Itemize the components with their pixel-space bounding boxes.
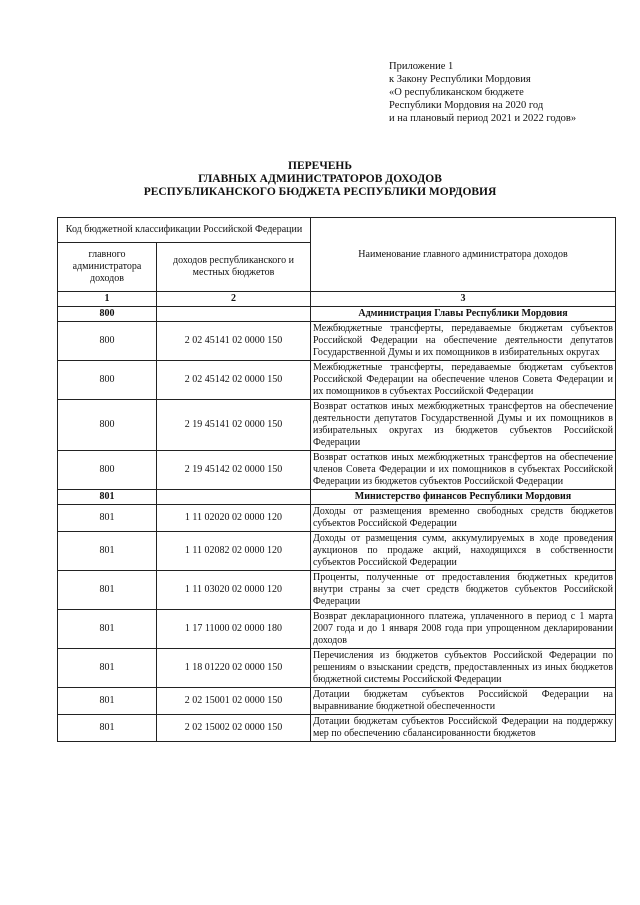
- table-row: [58, 361, 616, 400]
- document-title: [0, 160, 640, 199]
- appendix-line: Приложение 1: [389, 61, 454, 72]
- table-row: [58, 571, 616, 610]
- appendix-block: [389, 60, 629, 125]
- header-code-column: доходов республиканского и местных бюджетов: [157, 243, 311, 292]
- table-row: [58, 649, 616, 688]
- column-number: 3: [311, 292, 616, 307]
- title-line-2: ГЛАВНЫХ АДМИНИСТРАТОРОВ ДОХОДОВ: [198, 173, 442, 185]
- income-code-cell: 2 02 15002 02 0000 150: [157, 715, 311, 742]
- header-admin-column: главного администратора доходов: [58, 243, 157, 292]
- administrator-name-cell: Возврат остатков иных межбюджетных трансфертов на обеспечение членов Совета Федерации и их помощников в субъектах Российской Федерации из бюджетов субъектов Российской Федерации: [311, 451, 616, 490]
- title-line-3: РЕСПУБЛИКАНСКОГО БЮДЖЕТА РЕСПУБЛИКИ МОРДОВИЯ: [143, 186, 497, 198]
- income-code-cell: 1 18 01220 02 0000 150: [157, 649, 311, 688]
- title-line-1: ПЕРЕЧЕНЬ: [288, 160, 352, 172]
- income-code-cell: 2 02 15001 02 0000 150: [157, 688, 311, 715]
- table-row: [58, 715, 616, 742]
- administrator-name-cell: Проценты, полученные от предоставления бюджетных кредитов внутри страны за счет средств бюджетов субъектов Российской Федерации: [311, 571, 616, 610]
- header-name-column: Наименование главного администратора доходов: [311, 218, 616, 292]
- income-code-cell: [157, 490, 311, 505]
- table-row: [58, 451, 616, 490]
- admin-code-cell: 801: [58, 715, 157, 742]
- admin-code-cell: 800: [58, 307, 157, 322]
- column-number: 2: [157, 292, 311, 307]
- column-number: 1: [58, 292, 157, 307]
- table-row: [58, 400, 616, 451]
- administrator-name-cell: Доходы от размещения временно свободных средств бюджетов субъектов Российской Федерации: [311, 505, 616, 532]
- admin-code-cell: 800: [58, 400, 157, 451]
- income-code-cell: 2 19 45142 02 0000 150: [157, 451, 311, 490]
- header-code-group: Код бюджетной классификации Российской Федерации: [58, 218, 311, 243]
- table-row: [58, 532, 616, 571]
- administrator-name-cell: Дотации бюджетам субъектов Российской Федерации на поддержку мер по обеспечению сбалансированности бюджетов: [311, 715, 616, 742]
- header-row-1: [58, 218, 616, 243]
- income-code-cell: 1 11 02020 02 0000 120: [157, 505, 311, 532]
- admin-code-cell: 800: [58, 361, 157, 400]
- administrator-name-cell: Возврат остатков иных межбюджетных трансфертов на обеспечение деятельности депутатов Государственной Думы и их помощников в избирательных округах из бюджетов субъектов Российской Федерации: [311, 400, 616, 451]
- table-row: [58, 322, 616, 361]
- admin-code-cell: 801: [58, 505, 157, 532]
- table-row: [58, 688, 616, 715]
- admin-code-cell: 801: [58, 688, 157, 715]
- column-number-row: [58, 292, 616, 307]
- administrator-name-cell: Администрация Главы Республики Мордовия: [311, 307, 616, 322]
- administrator-name-cell: Межбюджетные трансферты, передаваемые бюджетам субъектов Российской Федерации на обеспечение членов Совета Федерации и их помощников в субъектах Российской Федерации: [311, 361, 616, 400]
- section-row: [58, 490, 616, 505]
- income-code-cell: 1 17 11000 02 0000 180: [157, 610, 311, 649]
- administrator-name-cell: Дотации бюджетам субъектов Российской Федерации на выравнивание бюджетной обеспеченности: [311, 688, 616, 715]
- administrator-name-cell: Министерство финансов Республики Мордовия: [311, 490, 616, 505]
- admin-code-cell: 801: [58, 532, 157, 571]
- appendix-line: «О республиканском бюджете: [389, 87, 524, 98]
- income-code-cell: 2 19 45141 02 0000 150: [157, 400, 311, 451]
- admin-code-cell: 801: [58, 610, 157, 649]
- income-code-cell: [157, 307, 311, 322]
- administrators-table: [57, 217, 616, 742]
- appendix-line: к Закону Республики Мордовия: [389, 74, 531, 85]
- income-code-cell: 1 11 02082 02 0000 120: [157, 532, 311, 571]
- admin-code-cell: 801: [58, 571, 157, 610]
- income-code-cell: 2 02 45142 02 0000 150: [157, 361, 311, 400]
- administrator-name-cell: Доходы от размещения сумм, аккумулируемых в ходе проведения аукционов по продаже акций, находящихся в собственности субъектов Российской Федерации: [311, 532, 616, 571]
- income-code-cell: 1 11 03020 02 0000 120: [157, 571, 311, 610]
- administrator-name-cell: Перечисления из бюджетов субъектов Российской Федерации по решениям о взыскании средств, предоставленных из иных бюджетов бюджетной системы Российской Федерации: [311, 649, 616, 688]
- admin-code-cell: 800: [58, 451, 157, 490]
- appendix-line: Республики Мордовия на 2020 год: [389, 100, 544, 111]
- administrator-name-cell: Межбюджетные трансферты, передаваемые бюджетам субъектов Российской Федерации на обеспечение деятельности депутатов Государственной Думы и их помощников в избирательных округах: [311, 322, 616, 361]
- income-code-cell: 2 02 45141 02 0000 150: [157, 322, 311, 361]
- admin-code-cell: 801: [58, 649, 157, 688]
- section-row: [58, 307, 616, 322]
- table-row: [58, 505, 616, 532]
- administrator-name-cell: Возврат декларационного платежа, уплаченного в период с 1 марта 2007 года и до 1 января 2008 года при упрощенном декларировании доходов: [311, 610, 616, 649]
- admin-code-cell: 801: [58, 490, 157, 505]
- admin-code-cell: 800: [58, 322, 157, 361]
- appendix-line: и на плановый период 2021 и 2022 годов»: [389, 113, 577, 124]
- table-row: [58, 610, 616, 649]
